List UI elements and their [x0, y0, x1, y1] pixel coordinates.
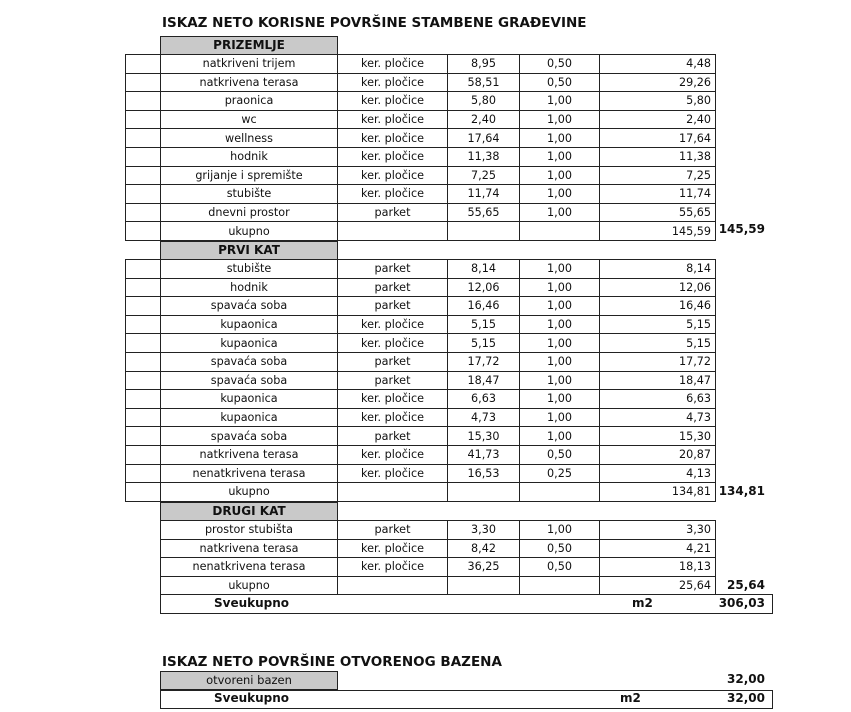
coefficient-cell: 1,00: [520, 129, 600, 148]
blank-cell: [126, 147, 161, 166]
floor-type-cell: parket: [338, 203, 448, 222]
sveukupno2-value: 32,00: [727, 691, 765, 705]
blank-cell: [126, 297, 161, 316]
net-area-cell: 20,87: [600, 445, 716, 464]
sveukupno-value: 306,03: [718, 596, 765, 610]
blank-cell: [448, 576, 520, 595]
floor-type-cell: ker. pločice: [338, 73, 448, 92]
blank-cell: [126, 203, 161, 222]
table-row: [126, 166, 716, 185]
table-row: [126, 278, 716, 297]
blank-cell: [126, 352, 161, 371]
section1-title: ISKAZ NETO KORISNE POVRŠINE STAMBENE GRAĐEVINE: [162, 15, 587, 31]
blank-cell: [520, 576, 600, 595]
coefficient-cell: 1,00: [520, 371, 600, 390]
room-name-cell: praonica: [161, 92, 338, 111]
table-row: [126, 334, 716, 353]
floor-type-cell: ker. pločice: [338, 147, 448, 166]
table-row: [126, 445, 716, 464]
area-cell: 18,47: [448, 371, 520, 390]
floor-type-cell: ker. pločice: [338, 390, 448, 409]
prizemlje-table: [125, 54, 716, 241]
sveukupno2-unit: m2: [620, 691, 641, 705]
table-row: [161, 558, 716, 577]
blank-cell: [126, 427, 161, 446]
table-row: [161, 539, 716, 558]
net-area-cell: 55,65: [600, 203, 716, 222]
ukupno-value: 134,81: [600, 483, 716, 502]
blank-cell: [126, 129, 161, 148]
room-name-cell: natkriveni trijem: [161, 55, 338, 74]
ukupno-label: ukupno: [161, 576, 338, 595]
floor-type-cell: ker. pločice: [338, 445, 448, 464]
table-row: [126, 129, 716, 148]
ukupno-label: ukupno: [161, 483, 338, 502]
coefficient-cell: 1,00: [520, 278, 600, 297]
prvi-kat-table: [125, 259, 716, 502]
coefficient-cell: 1,00: [520, 166, 600, 185]
table-row: [126, 73, 716, 92]
area-cell: 5,15: [448, 315, 520, 334]
room-name-cell: stubište: [161, 185, 338, 204]
room-name-cell: grijanje i spremište: [161, 166, 338, 185]
blank-cell: [126, 110, 161, 129]
blank-cell: [448, 222, 520, 241]
coefficient-cell: 0,50: [520, 539, 600, 558]
room-name-cell: stubište: [161, 260, 338, 279]
floor-type-cell: parket: [338, 278, 448, 297]
coefficient-cell: 0,50: [520, 558, 600, 577]
net-area-cell: 5,15: [600, 334, 716, 353]
table-row: [126, 185, 716, 204]
ukupno-label: ukupno: [161, 222, 338, 241]
prvi-kat-total: 134,81: [718, 484, 765, 498]
room-name-cell: natkrivena terasa: [161, 445, 338, 464]
net-area-cell: 29,26: [600, 73, 716, 92]
blank-cell: [338, 576, 448, 595]
coefficient-cell: 1,00: [520, 408, 600, 427]
ukupno-row: [161, 576, 716, 595]
table-row: [126, 297, 716, 316]
table-row: [126, 203, 716, 222]
drugi-kat-total: 25,64: [727, 578, 765, 592]
area-cell: 12,06: [448, 278, 520, 297]
net-area-cell: 4,73: [600, 408, 716, 427]
coefficient-cell: 1,00: [520, 203, 600, 222]
table-row: [126, 315, 716, 334]
sveukupno2-label: Sveukupno: [214, 691, 290, 705]
room-name-cell: hodnik: [161, 147, 338, 166]
table-row: [126, 427, 716, 446]
blank-cell: [126, 260, 161, 279]
ukupno-row: [126, 483, 716, 502]
table-row: [126, 147, 716, 166]
room-name-cell: kupaonica: [161, 390, 338, 409]
blank-cell: [126, 315, 161, 334]
table-row: [126, 55, 716, 74]
net-area-cell: 4,21: [600, 539, 716, 558]
area-cell: 36,25: [448, 558, 520, 577]
sveukupno-unit: m2: [632, 596, 653, 610]
drugi-kat-table: [160, 520, 716, 595]
area-cell: 4,73: [448, 408, 520, 427]
room-name-cell: kupaonica: [161, 334, 338, 353]
blank-cell: [126, 371, 161, 390]
coefficient-cell: 1,00: [520, 260, 600, 279]
blank-cell: [448, 483, 520, 502]
area-cell: 3,30: [448, 521, 520, 540]
net-area-cell: 4,48: [600, 55, 716, 74]
room-name-cell: spavaća soba: [161, 427, 338, 446]
net-area-cell: 5,80: [600, 92, 716, 111]
floor-type-cell: ker. pločice: [338, 110, 448, 129]
net-area-cell: 11,74: [600, 185, 716, 204]
room-name-cell: spavaća soba: [161, 297, 338, 316]
net-area-cell: 7,25: [600, 166, 716, 185]
floor-type-cell: ker. pločice: [338, 92, 448, 111]
net-area-cell: 4,13: [600, 464, 716, 483]
floor-type-cell: ker. pločice: [338, 129, 448, 148]
table-row: [126, 92, 716, 111]
area-cell: 2,40: [448, 110, 520, 129]
blank-cell: [338, 222, 448, 241]
room-name-cell: spavaća soba: [161, 352, 338, 371]
area-cell: 8,14: [448, 260, 520, 279]
coefficient-cell: 1,00: [520, 390, 600, 409]
coefficient-cell: 1,00: [520, 110, 600, 129]
net-area-cell: 17,64: [600, 129, 716, 148]
room-name-cell: dnevni prostor: [161, 203, 338, 222]
ukupno-value: 145,59: [600, 222, 716, 241]
area-cell: 8,42: [448, 539, 520, 558]
floor-type-cell: ker. pločice: [338, 558, 448, 577]
blank-cell: [126, 464, 161, 483]
blank-cell: [126, 166, 161, 185]
floor-type-cell: ker. pločice: [338, 464, 448, 483]
sveukupno-label: Sveukupno: [214, 596, 290, 610]
room-name-cell: natkrivena terasa: [161, 539, 338, 558]
area-cell: 5,15: [448, 334, 520, 353]
prvi-kat-header: PRVI KAT: [160, 241, 338, 260]
coefficient-cell: 1,00: [520, 185, 600, 204]
room-name-cell: wellness: [161, 129, 338, 148]
floor-type-cell: ker. pločice: [338, 185, 448, 204]
floor-type-cell: ker. pločice: [338, 539, 448, 558]
blank-cell: [126, 222, 161, 241]
net-area-cell: 17,72: [600, 352, 716, 371]
coefficient-cell: 0,25: [520, 464, 600, 483]
room-name-cell: kupaonica: [161, 315, 338, 334]
net-area-cell: 18,13: [600, 558, 716, 577]
coefficient-cell: 1,00: [520, 147, 600, 166]
drugi-kat-header: DRUGI KAT: [160, 502, 338, 521]
table-row: [161, 521, 716, 540]
bazen-value: 32,00: [727, 672, 765, 686]
room-name-cell: nenatkrivena terasa: [161, 558, 338, 577]
coefficient-cell: 1,00: [520, 92, 600, 111]
bazen-label: otvoreni bazen: [160, 671, 338, 690]
floor-type-cell: ker. pločice: [338, 315, 448, 334]
floor-type-cell: parket: [338, 521, 448, 540]
net-area-cell: 8,14: [600, 260, 716, 279]
area-cell: 55,65: [448, 203, 520, 222]
coefficient-cell: 1,00: [520, 521, 600, 540]
room-name-cell: kupaonica: [161, 408, 338, 427]
room-name-cell: nenatkrivena terasa: [161, 464, 338, 483]
net-area-cell: 2,40: [600, 110, 716, 129]
prizemlje-header: PRIZEMLJE: [160, 36, 338, 55]
ukupno-row: [126, 222, 716, 241]
coefficient-cell: 1,00: [520, 427, 600, 446]
table-row: [126, 464, 716, 483]
table-row: [126, 352, 716, 371]
blank-cell: [126, 185, 161, 204]
table-row: [126, 408, 716, 427]
net-area-cell: 5,15: [600, 315, 716, 334]
blank-cell: [126, 278, 161, 297]
floor-type-cell: ker. pločice: [338, 334, 448, 353]
area-cell: 8,95: [448, 55, 520, 74]
area-cell: 16,46: [448, 297, 520, 316]
blank-cell: [520, 222, 600, 241]
floor-type-cell: parket: [338, 427, 448, 446]
net-area-cell: 3,30: [600, 521, 716, 540]
blank-cell: [126, 334, 161, 353]
blank-cell: [126, 483, 161, 502]
blank-cell: [338, 483, 448, 502]
coefficient-cell: 1,00: [520, 352, 600, 371]
area-cell: 58,51: [448, 73, 520, 92]
prizemlje-total: 145,59: [718, 222, 765, 236]
area-cell: 15,30: [448, 427, 520, 446]
blank-cell: [126, 55, 161, 74]
coefficient-cell: 1,00: [520, 297, 600, 316]
table-row: [126, 390, 716, 409]
area-cell: 11,38: [448, 147, 520, 166]
area-cell: 17,64: [448, 129, 520, 148]
floor-type-cell: ker. pločice: [338, 408, 448, 427]
floor-type-cell: parket: [338, 371, 448, 390]
net-area-cell: 15,30: [600, 427, 716, 446]
area-cell: 16,53: [448, 464, 520, 483]
room-name-cell: wc: [161, 110, 338, 129]
section2-title: ISKAZ NETO POVRŠINE OTVORENOG BAZENA: [162, 654, 502, 670]
room-name-cell: spavaća soba: [161, 371, 338, 390]
net-area-cell: 12,06: [600, 278, 716, 297]
table-row: [126, 260, 716, 279]
floor-type-cell: parket: [338, 260, 448, 279]
blank-cell: [126, 73, 161, 92]
blank-cell: [126, 408, 161, 427]
room-name-cell: hodnik: [161, 278, 338, 297]
area-cell: 41,73: [448, 445, 520, 464]
coefficient-cell: 1,00: [520, 334, 600, 353]
area-cell: 6,63: [448, 390, 520, 409]
floor-type-cell: parket: [338, 297, 448, 316]
room-name-cell: prostor stubišta: [161, 521, 338, 540]
blank-cell: [126, 92, 161, 111]
room-name-cell: natkrivena terasa: [161, 73, 338, 92]
blank-cell: [126, 445, 161, 464]
table-row: [126, 110, 716, 129]
blank-cell: [126, 390, 161, 409]
table-row: [126, 371, 716, 390]
blank-cell: [520, 483, 600, 502]
area-cell: 7,25: [448, 166, 520, 185]
area-cell: 5,80: [448, 92, 520, 111]
net-area-cell: 16,46: [600, 297, 716, 316]
ukupno-value: 25,64: [600, 576, 716, 595]
coefficient-cell: 0,50: [520, 445, 600, 464]
floor-type-cell: parket: [338, 352, 448, 371]
area-cell: 17,72: [448, 352, 520, 371]
coefficient-cell: 0,50: [520, 55, 600, 74]
net-area-cell: 11,38: [600, 147, 716, 166]
area-cell: 11,74: [448, 185, 520, 204]
net-area-cell: 18,47: [600, 371, 716, 390]
floor-type-cell: ker. pločice: [338, 55, 448, 74]
coefficient-cell: 0,50: [520, 73, 600, 92]
net-area-cell: 6,63: [600, 390, 716, 409]
coefficient-cell: 1,00: [520, 315, 600, 334]
floor-type-cell: ker. pločice: [338, 166, 448, 185]
